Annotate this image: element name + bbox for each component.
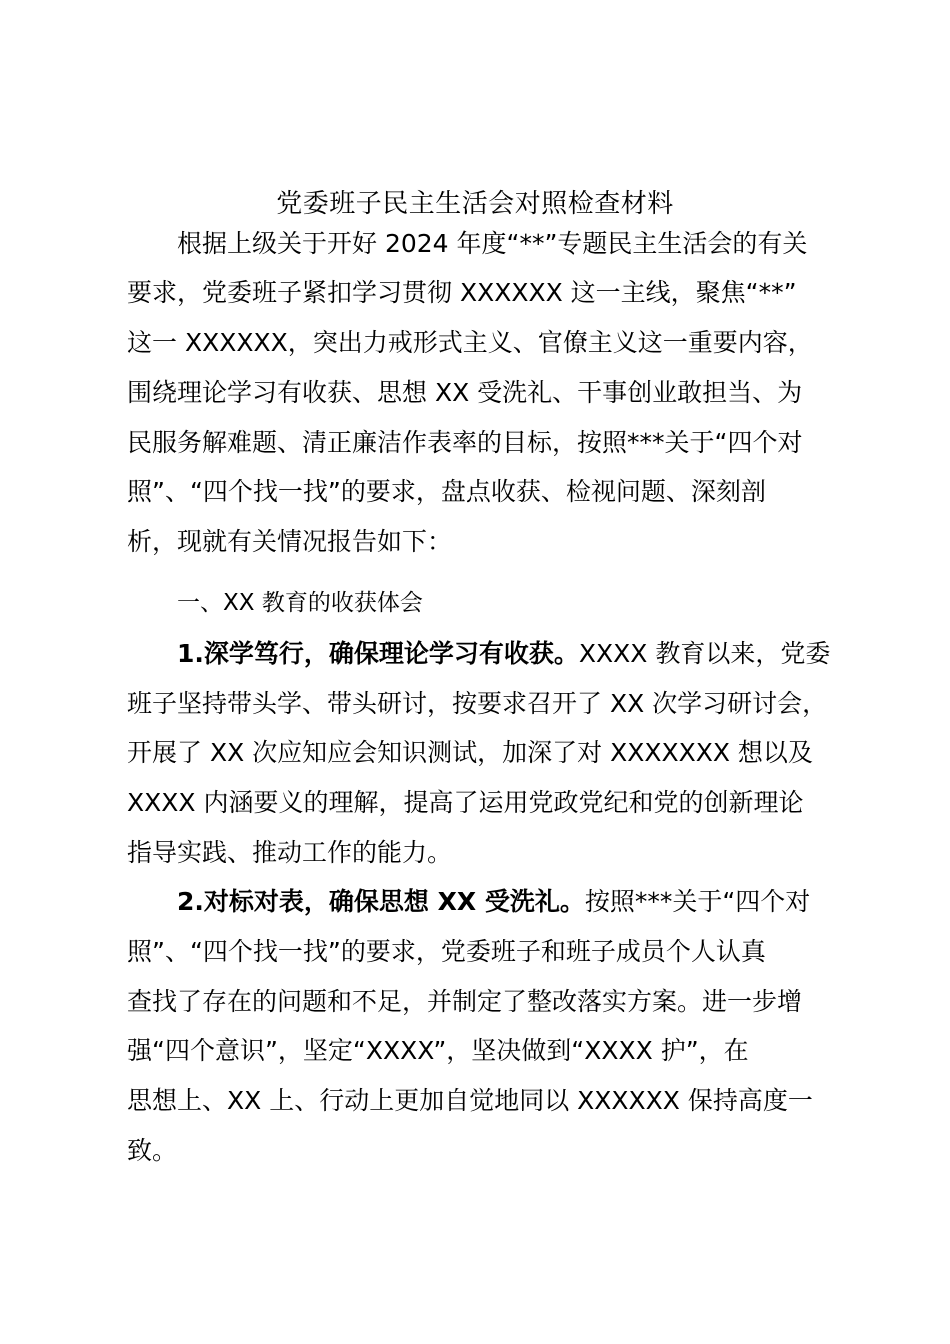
- document-title: 党委班子民主生活会对照检查材料: [276, 189, 674, 219]
- item-2-line-3: 查找了存在的问题和不足，并制定了整改落实方案。进一步增: [127, 987, 803, 1016]
- intro-line-5: 民服务解难题、清正廉洁作表率的目标，按照***关于“四个对: [127, 428, 803, 457]
- item-1-line-5: 指导实践、推动工作的能力。: [127, 838, 453, 867]
- item-2-text-1: 按照***关于“四个对: [584, 887, 811, 916]
- intro-line-4: 围绕理论学习有收获、思想 XX 受洗礼、干事创业敢担当、为: [127, 378, 803, 407]
- intro-line-2: 要求，党委班子紧扣学习贯彻 XXXXXX 这一主线，聚焦“**”: [127, 278, 797, 307]
- item-2-line-4: 强“四个意识”，坚定“XXXX”，坚决做到“XXXX 护”，在: [127, 1036, 749, 1065]
- item-2-line-5: 思想上、XX 上、行动上更加自觉地同以 XXXXXX 保持高度一: [127, 1086, 813, 1115]
- item-1-line-4: XXXX 内涵要义的理解，提高了运用党政党纪和党的创新理论: [127, 788, 804, 817]
- intro-line-6: 照”、“四个找一找”的要求，盘点收获、检视问题、深刻剖: [127, 477, 766, 506]
- item-2-line-2: 照”、“四个找一找”的要求，党委班子和班子成员个人认真: [127, 937, 766, 966]
- item-1-heading: 1.深学笃行，确保理论学习有收获。: [177, 639, 579, 668]
- item-1-line-3: 开展了 XX 次应知应会知识测试，加深了对 XXXXXXX 想以及: [127, 738, 813, 767]
- intro-line-7: 析，现就有关情况报告如下：: [127, 527, 453, 556]
- intro-line-1: 根据上级关于开好 2024 年度“**”专题民主生活会的有关: [177, 229, 808, 258]
- item-1-text-1: XXXX 教育以来，党委: [578, 639, 831, 668]
- item-2-line-1: [177, 882, 851, 922]
- section-heading: 一、XX 教育的收获体会: [177, 590, 423, 616]
- item-1-line-1: [177, 634, 851, 674]
- item-2-heading: 2.对标对表，确保思想 XX 受洗礼。: [177, 887, 585, 916]
- item-2-line-6: 致。: [127, 1136, 178, 1165]
- item-1-line-2: 班子坚持带头学、带头研讨，按要求召开了 XX 次学习研讨会，: [127, 689, 828, 718]
- intro-line-3: 这一 XXXXXX，突出力戒形式主义、官僚主义这一重要内容，: [127, 328, 813, 357]
